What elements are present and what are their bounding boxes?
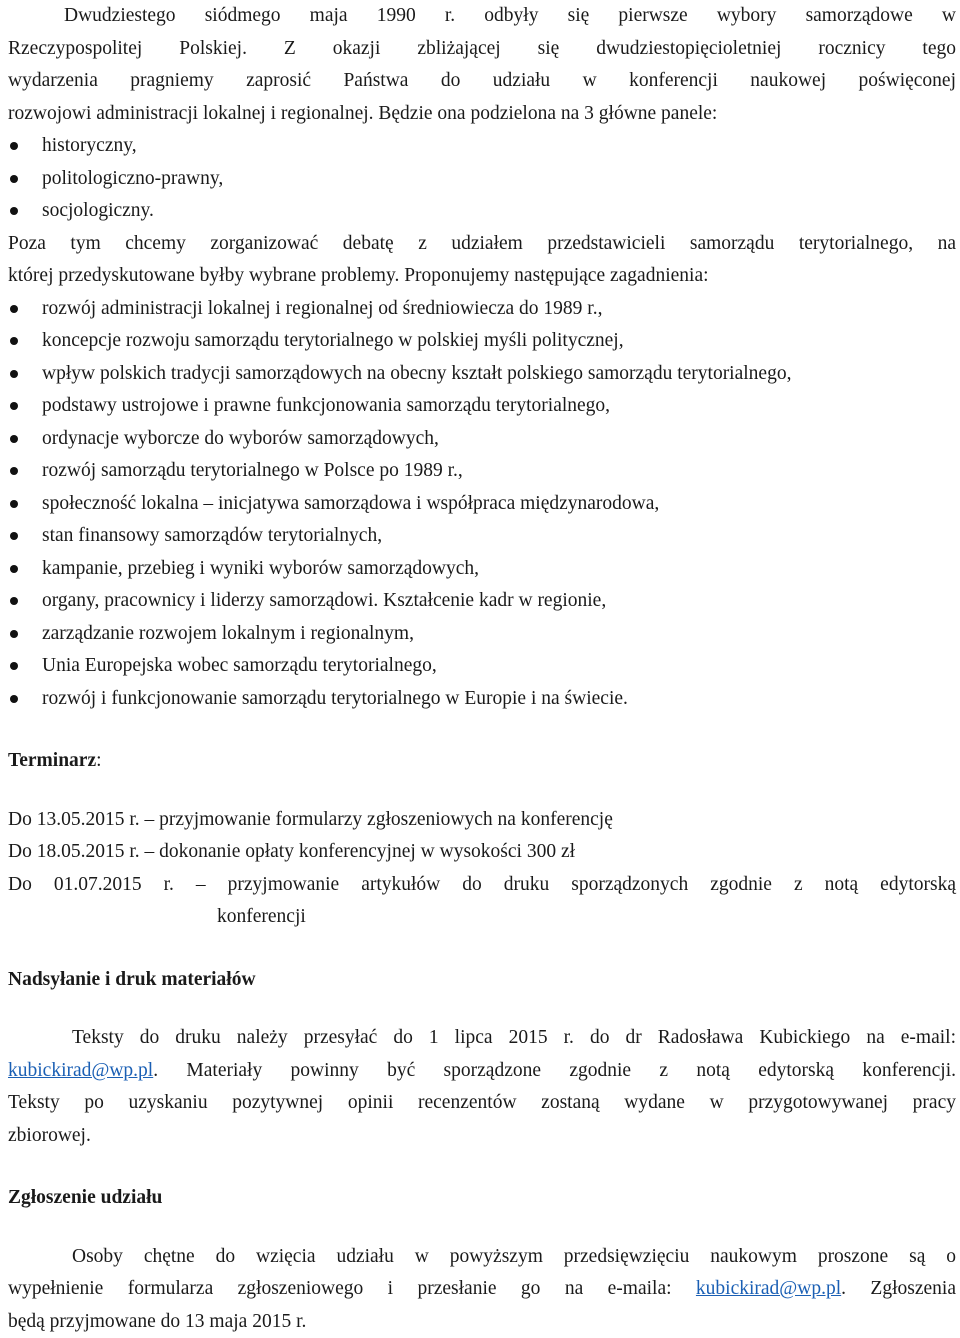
intro-line: rozwojowi administracji lokalnej i regionalnej. Będzie ona podzielona na 3 główne panele: bbox=[8, 98, 956, 131]
debate-line: Poza tym chcemy zorganizować debatę z udziałem przedstawicieli samorządu terytorialnego, na bbox=[8, 228, 956, 261]
list-item: organy, pracownicy i liderzy samorządowi. Kształcenie kadr w regionie, bbox=[8, 585, 956, 618]
list-item: kampanie, przebieg i wyniki wyborów samorządowych, bbox=[8, 553, 956, 586]
list-item: koncepcje rozwoju samorządu terytorialnego w polskiej myśli politycznej, bbox=[8, 325, 956, 358]
schedule-item: Do 01.07.2015 r. – przyjmowanie artykułów do druku sporządzonych zgodnie z notą edytorską bbox=[8, 869, 956, 902]
schedule-heading-text: Terminarz bbox=[8, 750, 96, 771]
intro-line: Dwudziestego siódmego maja 1990 r. odbyły się pierwsze wybory samorządowe w bbox=[8, 0, 956, 33]
list-item: zarządzanie rozwojem lokalnym i regionalnym, bbox=[8, 618, 956, 651]
list-item: historyczny, bbox=[8, 130, 956, 163]
submission-line-rest: . Materiały powinny być sporządzone zgodnie z notą edytorską konferencji. bbox=[153, 1060, 956, 1081]
intro-paragraph bbox=[8, 0, 956, 130]
submission-line: Teksty po uzyskaniu pozytywnej opinii recenzentów zostaną wydane w przygotowywanej pracy bbox=[8, 1087, 956, 1120]
list-item: stan finansowy samorządów terytorialnych, bbox=[8, 520, 956, 553]
submission-paragraph bbox=[8, 1022, 956, 1152]
list-item: socjologiczny. bbox=[8, 195, 956, 228]
list-item: społeczność lokalna – inicjatywa samorządowa i współpraca międzynarodowa, bbox=[8, 488, 956, 521]
schedule-item: Do 18.05.2015 r. – dokonanie opłaty konferencyjnej w wysokości 300 zł bbox=[8, 836, 956, 869]
registration-heading: Zgłoszenie udziału bbox=[8, 1182, 956, 1215]
schedule-heading bbox=[8, 745, 956, 778]
list-item: rozwój i funkcjonowanie samorządu terytorialnego w Europie i na świecie. bbox=[8, 683, 956, 716]
schedule-item-continuation: konferencji bbox=[8, 901, 956, 934]
list-item: ordynacje wyborcze do wyborów samorządowych, bbox=[8, 423, 956, 456]
panels-list bbox=[8, 130, 956, 228]
schedule-heading-colon: : bbox=[96, 750, 101, 771]
intro-line: Rzeczypospolitej Polskiej. Z okazji zbliżającej się dwudziestopięcioletniej rocznicy tego bbox=[8, 33, 956, 66]
schedule-item: Do 13.05.2015 r. – przyjmowanie formularzy zgłoszeniowych na konferencję bbox=[8, 804, 956, 837]
email-link[interactable]: kubickirad@wp.pl bbox=[696, 1278, 841, 1299]
submission-line: Teksty do druku należy przesyłać do 1 lipca 2015 r. do dr Radosława Kubickiego na e-mail: bbox=[8, 1022, 956, 1055]
topics-list bbox=[8, 293, 956, 716]
submission-line bbox=[8, 1055, 956, 1088]
registration-line-start: wypełnienie formularza zgłoszeniowego i przesłanie go na e-maila: bbox=[8, 1278, 696, 1299]
document-page bbox=[8, 0, 956, 1338]
list-item: rozwój administracji lokalnej i regionalnej od średniowiecza do 1989 r., bbox=[8, 293, 956, 326]
debate-line: której przedyskutowane byłby wybrane problemy. Proponujemy następujące zagadnienia: bbox=[8, 260, 956, 293]
submission-line: zbiorowej. bbox=[8, 1120, 956, 1153]
list-item: Unia Europejska wobec samorządu terytorialnego, bbox=[8, 650, 956, 683]
schedule-list bbox=[8, 804, 956, 934]
list-item: wpływ polskich tradycji samorządowych na obecny kształt polskiego samorządu terytorialnego, bbox=[8, 358, 956, 391]
registration-paragraph bbox=[8, 1241, 956, 1338]
intro-line: wydarzenia pragniemy zaprosić Państwa do udziału w konferencji naukowej poświęconej bbox=[8, 65, 956, 98]
list-item: politologiczno-prawny, bbox=[8, 163, 956, 196]
registration-line: Osoby chętne do wzięcia udziału w powyższym przedsięwzięciu naukowym proszone są o bbox=[8, 1241, 956, 1274]
email-link[interactable]: kubickirad@wp.pl bbox=[8, 1060, 153, 1081]
registration-line: będą przyjmowane do 13 maja 2015 r. bbox=[8, 1306, 956, 1338]
registration-line bbox=[8, 1273, 956, 1306]
list-item: podstawy ustrojowe i prawne funkcjonowania samorządu terytorialnego, bbox=[8, 390, 956, 423]
registration-line-end: . Zgłoszenia bbox=[841, 1278, 956, 1299]
debate-paragraph bbox=[8, 228, 956, 293]
list-item: rozwój samorządu terytorialnego w Polsce po 1989 r., bbox=[8, 455, 956, 488]
submission-heading: Nadsyłanie i druk materiałów bbox=[8, 964, 956, 997]
